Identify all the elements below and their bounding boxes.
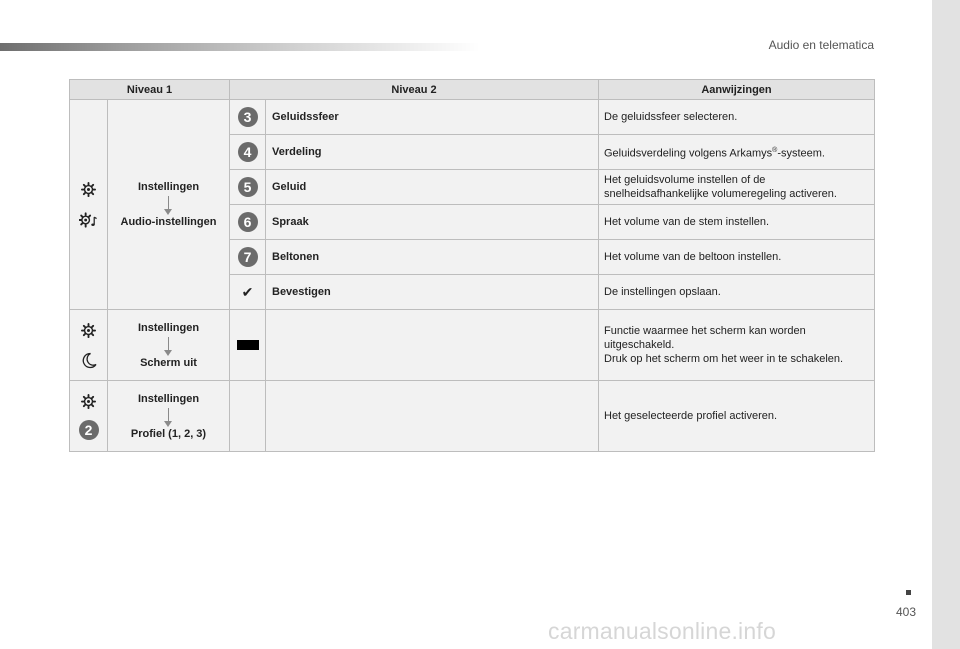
note: Het volume van de beltoon instellen. <box>599 240 875 275</box>
flow-arrow <box>168 408 169 422</box>
badge-4-icon[interactable]: 4 <box>238 142 258 162</box>
column-header-notes: Aanwijzingen <box>599 80 875 100</box>
note: Het volume van de stem instellen. <box>599 205 875 240</box>
screen-off-flow-cell <box>108 310 230 381</box>
flow-label-profile: Profiel (1, 2, 3) <box>130 427 207 440</box>
page-marker <box>906 590 911 595</box>
note-line: uitgeschakeld. <box>604 339 675 351</box>
column-header-level2: Niveau 2 <box>230 80 599 100</box>
badge-2-icon[interactable]: 2 <box>79 420 99 440</box>
note <box>599 310 875 381</box>
page-number: 403 <box>896 605 917 619</box>
note-text: -systeem. <box>777 147 825 160</box>
page-side-strip <box>932 0 960 649</box>
note-line: Druk op het scherm om het weer in te schakelen. <box>604 353 844 365</box>
gear-icon <box>79 180 98 199</box>
flow-label-screen-off: Scherm uit <box>140 356 197 369</box>
note: De geluidssfeer selecteren. <box>599 100 875 135</box>
badge-7-icon[interactable]: 7 <box>238 247 258 267</box>
gear-icon <box>79 392 98 411</box>
note-line: Functie waarmee het scherm kan worden <box>604 325 806 337</box>
audio-icons-cell <box>70 100 108 310</box>
flow-label-settings: Instellingen <box>137 321 200 334</box>
screen-off-button[interactable] <box>237 340 259 350</box>
column-header-level1: Niveau 1 <box>70 80 230 100</box>
header-gradient-bar <box>0 43 480 51</box>
level2-label-empty <box>266 381 599 452</box>
flow-label-settings: Instellingen <box>137 392 200 405</box>
audio-flow-cell <box>108 100 230 310</box>
gear-music-icon <box>79 211 98 230</box>
profile-icons-cell <box>70 381 108 452</box>
empty-cell <box>230 381 266 452</box>
flow-label-settings: Instellingen <box>137 181 200 193</box>
note <box>599 170 875 205</box>
gear-icon <box>79 321 98 340</box>
moon-icon <box>79 351 98 370</box>
badge-6-icon[interactable]: 6 <box>238 212 258 232</box>
level2-label: Geluidssfeer <box>266 100 599 135</box>
note-text: Geluidsverdeling volgens Arkamys <box>604 147 773 160</box>
note <box>599 135 875 170</box>
screen-off-icons-cell <box>70 310 108 381</box>
level2-label: Bevestigen <box>266 275 599 310</box>
note-line: Het geluidsvolume instellen of de <box>604 174 766 186</box>
flow-label-audio-settings: Audio-instellingen <box>120 216 217 228</box>
profile-flow-cell <box>108 381 230 452</box>
flow-arrow <box>168 196 169 210</box>
level2-label: Beltonen <box>266 240 599 275</box>
check-icon[interactable]: ✔ <box>241 283 254 300</box>
level2-label: Spraak <box>266 205 599 240</box>
note-line: snelheidsafhankelijke volumeregeling activeren. <box>604 188 837 200</box>
registered-mark: ® <box>772 146 778 154</box>
note: Het geselecteerde profiel activeren. <box>599 381 875 452</box>
watermark-text: carmanualsonline.info <box>548 618 776 644</box>
settings-table <box>69 79 875 452</box>
level2-label: Geluid <box>266 170 599 205</box>
level2-label-empty <box>266 310 599 381</box>
badge-3-icon[interactable]: 3 <box>238 107 258 127</box>
section-title: Audio en telematica <box>768 38 874 52</box>
flow-arrow <box>168 337 169 351</box>
level2-label: Verdeling <box>266 135 599 170</box>
note: De instellingen opslaan. <box>599 275 875 310</box>
badge-5-icon[interactable]: 5 <box>238 177 258 197</box>
